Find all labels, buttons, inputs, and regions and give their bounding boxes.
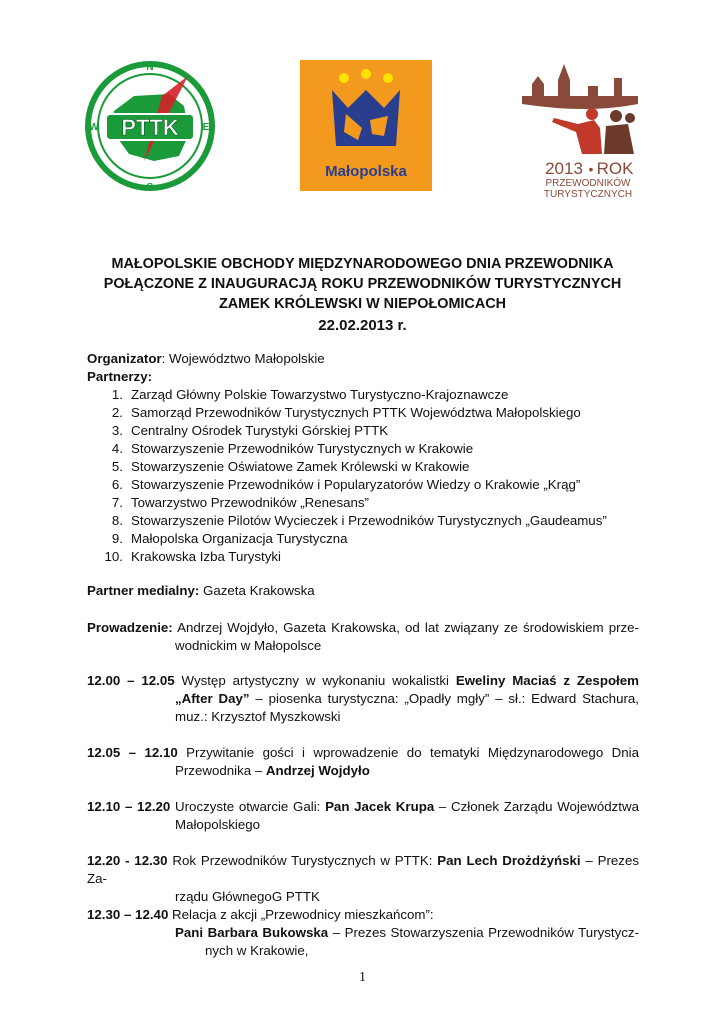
organizer-value: : Województwo Małopolskie [161,351,325,366]
list-item: 10. Krakowska Izba Turystyki [104,549,282,564]
schedule-time: 12.05 – 12.10 [87,745,178,760]
partners-label: Partnerzy: [87,369,153,384]
list-item: 2. Samorząd Przewodników Turystycznych PTTK Województwa Małopolskiego [111,405,581,420]
list-item: 4. Stowarzyszenie Przewodników Turystycznych w Krakowie [111,441,474,456]
svg-text:N: N [146,62,154,73]
rok-przewodnikow-logo [518,56,648,201]
media-partner-value: Gazeta Krakowska [199,583,315,598]
pttk-logo-text: PTTK [121,115,179,140]
schedule-time: 12.00 – 12.05 [87,673,175,688]
schedule-item: 12.05 – 12.10 Przywitanie gości i wprowadzenie do tematyki Międzynarodowego Dnia Przewodnika – Andrzej Wojdyło [87,745,639,778]
malopolska-logo-text: Małopolska [325,163,407,180]
host-block: Prowadzenie: Andrzej Wojdyło, Gazeta Krakowska, od lat związany ze środowiskiem prze- wodnickim w Małopolsce [87,620,639,653]
media-partner-label: Partner medialny: [87,583,200,598]
schedule-item: 12.30 – 12.40 Relacja z akcji „Przewodnicy mieszkańcom”: Pani Barbara Bukowska – Prezes Stowarzyszenia Przewodników Turystycz- nych w Krakowie, [87,907,639,958]
media-partner-line [87,582,315,600]
svg-text:PRZEWODNIKÓW: PRZEWODNIKÓW [545,178,631,189]
svg-text:TURYSTYCZNYCH: TURYSTYCZNYCH [543,189,633,200]
list-item: 7. Towarzystwo Przewodników „Renesans” [111,495,369,510]
list-item: 9. Małopolska Organizacja Turystyczna [111,531,348,546]
host-label: Prowadzenie: [87,620,173,635]
list-item: 3. Centralny Ośrodek Turystyki Górskiej PTTK [111,423,389,438]
malopolska-logo [300,60,432,191]
schedule-item: 12.00 – 12.05 Występ artystyczny w wykonaniu wokalistki Eweliny Maciaś z Zespołem „After Day” – piosenka turystyczna: „Opadły mgły” – sł.: Edward Stachura, muz.: Krzysztof Myszkowski [87,673,639,724]
title-line-2: POŁĄCZONE Z INAUGURACJĄ ROKU PRZEWODNIKÓW TURYSTYCZNYCH [103,276,622,292]
organizer-line [87,350,325,368]
schedule-item: 12.10 – 12.20 Uroczyste otwarcie Gali: Pan Jacek Krupa – Członek Zarządu Województwa Małopolskiego [87,799,639,832]
pttk-logo [84,56,216,196]
title-line-3: ZAMEK KRÓLEWSKI W NIEPOŁOMICACH [219,296,506,312]
svg-text:ROK: ROK [596,159,634,178]
schedule-time: 12.10 – 12.20 [87,799,171,814]
list-item: 6. Stowarzyszenie Przewodników i Popularyzatorów Wiedzy o Krakowie „Krąg” [111,477,581,492]
svg-text:•: • [588,161,594,177]
list-item: 5. Stowarzyszenie Oświatowe Zamek Królewski w Krakowie [111,459,470,474]
svg-text:W: W [89,122,99,133]
schedule-time: 12.30 – 12.40 [87,907,169,922]
schedule-time: 12.20 - 12.30 [87,853,168,868]
organizer-label: Organizator [87,351,162,366]
title-line-1: MAŁOPOLSKIE OBCHODY MIĘDZYNARODOWEGO DNIA PRZEWODNIKA [111,256,614,272]
svg-text:2013: 2013 [545,159,583,178]
svg-text:E: E [202,122,210,133]
partners-list [97,386,657,566]
schedule-item: 12.20 - 12.30 Rok Przewodników Turystycznych w PTTK: Pan Lech Drożdżyński – Prezes Za- rządu GłównegoG PTTK [87,853,639,904]
list-item: 1. Zarząd Główny Polskie Towarzystwo Turystyczno-Krajoznawcze [111,387,509,402]
svg-text:S: S [146,182,154,193]
event-date: 22.02.2013 r. [318,317,407,334]
page-number: 1 [359,970,366,985]
list-item: 8. Stowarzyszenie Pilotów Wycieczek i Przewodników Turystycznych „Gaudeamus” [111,513,607,528]
